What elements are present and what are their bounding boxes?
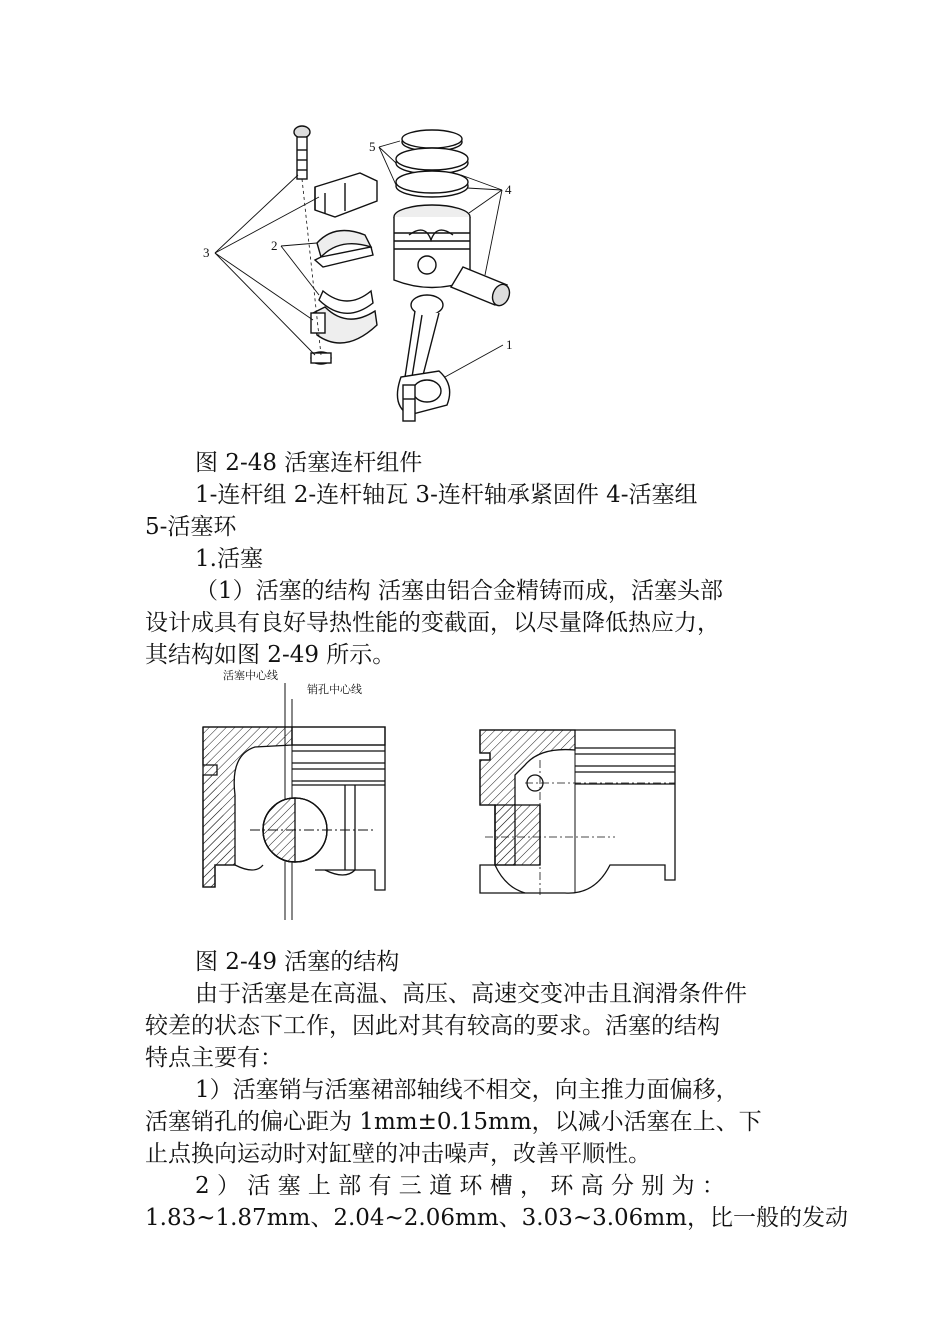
piston-centerline-label: 活塞中心线 xyxy=(223,669,278,682)
item-2-line-2: 1.83~1.87mm、2.04~2.06mm、3.03~3.06mm，比一般的发动 xyxy=(145,1205,848,1231)
connecting-rod-illustration xyxy=(397,295,449,421)
piston-pin-illustration xyxy=(451,267,513,308)
callout-3: 3 xyxy=(203,245,210,260)
figure-2-48-legend-line2: 5-活塞环 xyxy=(145,514,237,540)
section-heading-piston: 1.活塞 xyxy=(195,546,263,572)
paragraph-1-line-1: （1）活塞的结构 活塞由铝合金精铸而成，活塞头部 xyxy=(195,578,723,604)
piston-rings-illustration xyxy=(396,130,468,197)
piston-section-view-left xyxy=(203,683,385,920)
bearing-shell-lower-illustration xyxy=(311,291,377,343)
figure-2-48-caption: 图 2-48 活塞连杆组件 xyxy=(195,450,423,476)
figure-2-49-caption: 图 2-49 活塞的结构 xyxy=(195,949,400,975)
item-1-line-2: 活塞销孔的偏心距为 1mm±0.15mm，以减小活塞在上、下 xyxy=(145,1109,762,1135)
paragraph-1-line-2: 设计成具有良好导热性能的变截面，以尽量降低热应力， xyxy=(145,610,720,636)
item-1-line-3: 止点换向运动时对缸壁的冲击噪声，改善平顺性。 xyxy=(145,1141,651,1167)
callout-5: 5 xyxy=(369,139,376,154)
bearing-cap-upper-illustration xyxy=(315,173,377,217)
item-1-line-1: 1）活塞销与活塞裙部轴线不相交，向主推力面偏移， xyxy=(195,1077,739,1103)
callout-2: 2 xyxy=(271,238,278,253)
piston-connecting-rod-assembly-figure xyxy=(195,115,535,445)
piston-structure-figure xyxy=(195,665,695,935)
paragraph-1-line-3: 其结构如图 2-49 所示。 xyxy=(145,642,396,668)
paragraph-2-line-1: 由于活塞是在高温、高压、高速交变冲击且润滑条件件 xyxy=(195,981,747,1007)
item-2-line-1: 2 ） 活 塞 上 部 有 三 道 环 槽 ， 环 高 分 别 为 ： xyxy=(195,1173,725,1199)
piston-section-view-right xyxy=(480,730,675,895)
bolt-illustration xyxy=(294,126,310,179)
bearing-shell-upper-illustration xyxy=(315,231,373,268)
paragraph-2-line-2: 较差的状态下工作，因此对其有较高的要求。活塞的结构 xyxy=(145,1013,720,1039)
pin-centerline-label: 销孔中心线 xyxy=(307,683,362,696)
callout-1: 1 xyxy=(506,337,513,352)
figure-2-48-legend-line1: 1-连杆组 2-连杆轴瓦 3-连杆轴承紧固件 4-活塞组 xyxy=(195,482,698,508)
callout-4: 4 xyxy=(505,182,512,197)
paragraph-2-line-3: 特点主要有： xyxy=(145,1045,283,1071)
